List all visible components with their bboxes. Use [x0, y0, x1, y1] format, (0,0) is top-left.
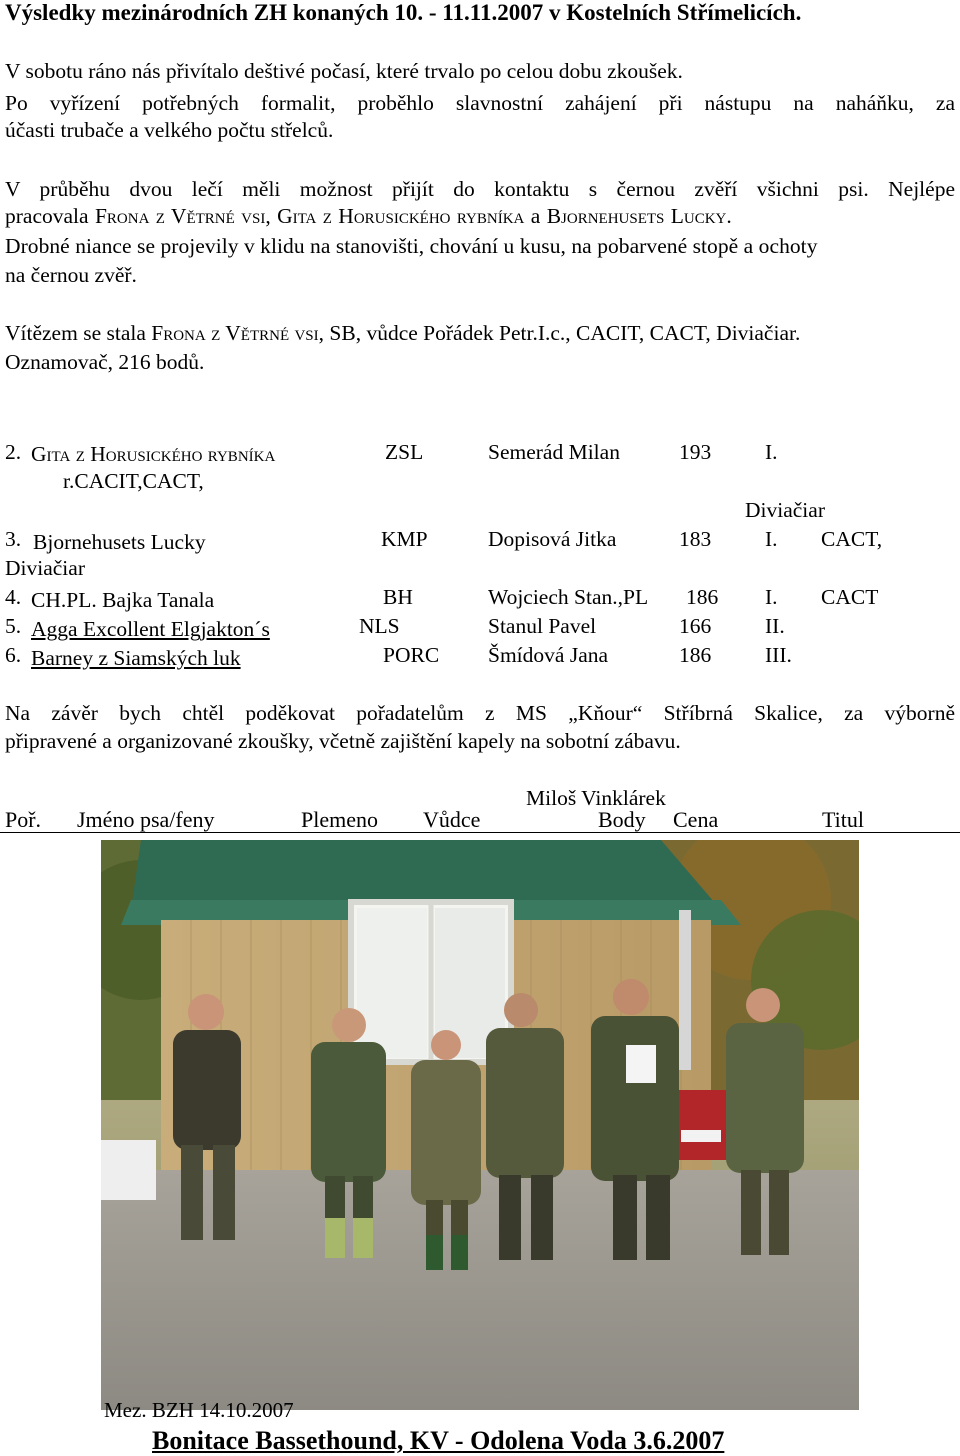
photo-caption: Mez. BZH 14.10.2007 [104, 1398, 294, 1422]
header-breed: Plemeno [301, 807, 378, 832]
cell-dog-name: Bjornehusets Lucky [33, 530, 206, 554]
cell-rank: 5. [5, 614, 22, 638]
cell-handler: Wojciech Stan.,PL [488, 585, 649, 609]
cell-handler: Dopisová Jitka [488, 527, 617, 551]
header-rank: Poř. [5, 807, 42, 832]
cell-points: 186 [686, 585, 719, 609]
cell-points: 193 [679, 440, 712, 464]
cell-title-cont: Diviačiar [5, 556, 85, 580]
intro-line: V sobotu ráno nás přivítalo deštivé počasí, které trvalo po celou dobu zkoušek. [5, 59, 683, 83]
hunt-line: V průběhu dvou lečí měli možnost přijít do kontaktu s černou zvěří všichni psi. Nejlépe [5, 177, 955, 201]
header-handler: Vůdce [423, 807, 481, 832]
winner-line: Vítězem se stala Frona z Větrné vsi, SB, vůdce Pořádek Petr.I.c., CACIT, CACT, Diviačiar. [5, 321, 801, 345]
closing-line: připravené a organizované zkoušky, včetně zajištění kapely na sobotní zábavu. [5, 729, 681, 753]
group-photo [101, 840, 859, 1410]
closing-line: Na závěr bych chtěl poděkovat pořadatelům z MS „Kňour“ Stříbrná Skalice, za výborně [5, 701, 955, 725]
cell-breed: PORC [383, 643, 440, 667]
hunt-line: na černou zvěř. [5, 263, 137, 287]
header-prize: Cena [673, 807, 719, 832]
cell-dog-name: Gita z Horusického rybníka [31, 442, 276, 466]
hunt-line: Drobné niance se projevily v klidu na stanovišti, chování u kusu, na pobarvené stopě a ochoty [5, 234, 818, 258]
cell-rank: 6. [5, 643, 22, 667]
winner-line: Oznamovač, 216 bodů. [5, 350, 205, 374]
header-points: Body [598, 807, 646, 832]
header-dog-name: Jméno psa/feny [77, 807, 215, 832]
hunt-line: pracovala Frona z Větrné vsi, Gita z Horusického rybníka a Bjornehusets Lucky. [5, 204, 732, 228]
cell-dog-name: CH.PL. Bajka Tanala [31, 588, 215, 612]
table-divider [0, 832, 960, 833]
page-title: Výsledky mezinárodních ZH konaných 10. - 11.11.2007 v Kostelních Střímelicích. [5, 0, 802, 25]
signature: Miloš Vinklárek [526, 786, 666, 810]
cell-title: CACT, [821, 527, 883, 551]
cell-prize: II. [765, 614, 785, 638]
cell-points: 183 [679, 527, 712, 551]
cell-title: CACT [821, 585, 879, 609]
cell-prize: I. [765, 585, 778, 609]
cell-points: 186 [679, 643, 712, 667]
cell-handler: Stanul Pavel [488, 614, 597, 638]
footer-heading: Bonitace Bassethound, KV - Odolena Voda 3.6.2007 [152, 1426, 725, 1455]
winner-dog-name: Frona z Větrné vsi [151, 321, 319, 345]
dog-name: Bjornehusets Lucky [546, 204, 727, 228]
cell-handler: Šmídová Jana [488, 643, 609, 667]
intro-line: Po vyřízení potřebných formalit, proběhlo slavnostní zahájení při nástupu na naháňku, za [5, 91, 955, 115]
cell-dog-name: Agga Excollent Elgjakton´s [31, 617, 270, 641]
cell-title-cont: Diviačiar [745, 498, 825, 522]
intro-line: účasti trubače a velkého počtu střelců. [5, 118, 334, 142]
cell-breed: ZSL [385, 440, 424, 464]
cell-prize: I. [765, 440, 778, 464]
header-title: Titul [822, 807, 865, 832]
cell-breed: KMP [381, 527, 428, 551]
cell-dog-name: Barney z Siamských luk [31, 646, 241, 670]
cell-breed: NLS [359, 614, 400, 638]
cell-prize: III. [765, 643, 792, 667]
cell-points: 166 [679, 614, 712, 638]
cell-handler: Semerád Milan [488, 440, 620, 464]
cell-prize: I. [765, 527, 778, 551]
cell-rank: 2. [5, 440, 22, 464]
cell-rank: 4. [5, 585, 22, 609]
dog-names: Frona z Větrné vsi, Gita z Horusického rybníka [94, 204, 525, 228]
cell-title-cont: r.CACIT,CACT, [63, 469, 204, 493]
cell-breed: BH [383, 585, 413, 609]
cell-rank: 3. [5, 527, 22, 551]
